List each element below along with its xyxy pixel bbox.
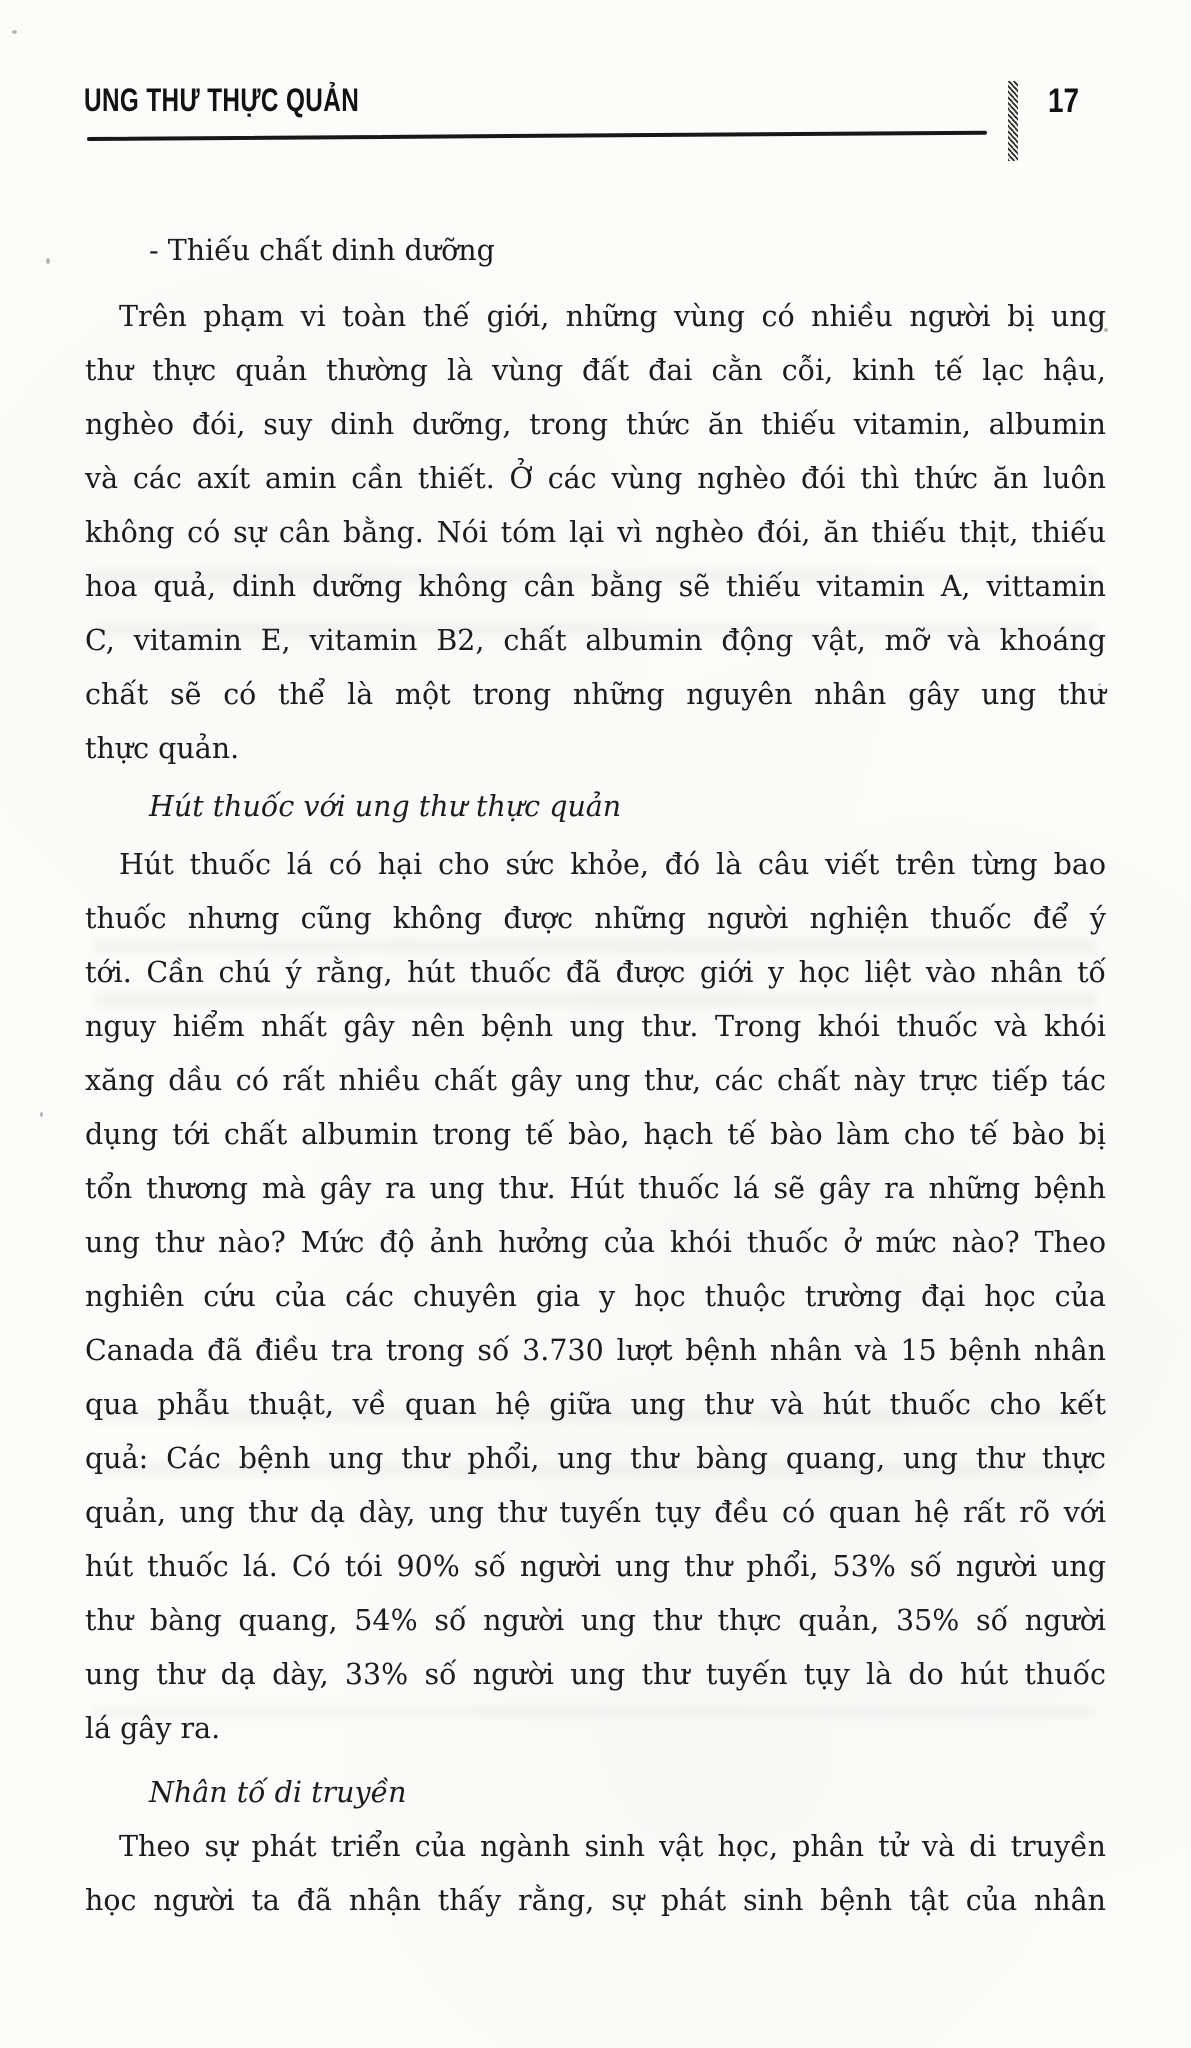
text-line: Trên phạm vi toàn thế giới, những vùng có nhiều người bị ung (119, 300, 1106, 333)
text-line: chất sẽ có thể là một trong những nguyên nhân gây ung thư (85, 678, 1106, 711)
text-line: tổn thương mà gây ra ung thư. Hút thuốc lá sẽ gây ra những bệnh (85, 1172, 1106, 1205)
scan-speck (12, 30, 17, 34)
text-line: dụng tới chất albumin trong tế bào, hạch tế bào làm cho tế bào bị (85, 1118, 1106, 1151)
header-rule (87, 131, 987, 141)
section-heading-nutrition: - Thiếu chất dinh dưỡng (149, 234, 495, 267)
running-title: UNG THƯ THỰC QUẢN (84, 82, 360, 118)
text-line: Hút thuốc lá có hại cho sức khỏe, đó là câu viết trên từng bao (119, 848, 1106, 881)
text-line: qua phẫu thuật, về quan hệ giữa ung thư và hút thuốc cho kết (85, 1388, 1106, 1421)
text-line: và các axít amin cần thiết. Ở các vùng nghèo đói thì thức ăn luôn (85, 462, 1106, 495)
subheading-smoking: Hút thuốc với ung thư thực quản (149, 790, 622, 823)
text-line: ung thư dạ dày, 33% số người ung thư tuyến tụy là do hút thuốc (85, 1658, 1106, 1691)
text-line: tới. Cần chú ý rằng, hút thuốc đã được giới y học liệt vào nhân tố (85, 956, 1106, 989)
page-body-text (85, 224, 1106, 1928)
text-line: nguy hiểm nhất gây nên bệnh ung thư. Trong khói thuốc và khói (85, 1010, 1106, 1043)
text-line: lá gây ra. (85, 1712, 221, 1745)
text-line: quản, ung thư dạ dày, ung thư tuyến tụy đều có quan hệ rất rõ với (85, 1496, 1106, 1529)
text-line: thư thực quản thường là vùng đất đai cằn cỗi, kinh tế lạc hậu, (85, 354, 1106, 387)
text-line: thuốc nhưng cũng không được những người nghiện thuốc để ý (85, 902, 1106, 935)
paragraph-nutrition (85, 290, 1106, 776)
text-line: Canada đã điều tra trong số 3.730 lượt bệnh nhân và 15 bệnh nhân (85, 1334, 1106, 1367)
paragraph-genetics (85, 1820, 1106, 1928)
page-number: 17 (1048, 82, 1080, 120)
text-line: Theo sự phát triển của ngành sinh vật học, phân tử và di truyền (119, 1830, 1106, 1863)
text-line: ung thư nào? Mức độ ảnh hưởng của khói thuốc ở mức nào? Theo (85, 1226, 1106, 1259)
paragraph-smoking (85, 838, 1106, 1756)
text-line: thư bàng quang, 54% số người ung thư thực quản, 35% số người (85, 1604, 1106, 1637)
page-number-divider-bar (1008, 81, 1018, 161)
text-line: học người ta đã nhận thấy rằng, sự phát sinh bệnh tật của nhân (85, 1884, 1106, 1917)
scan-speck (40, 1112, 43, 1117)
subheading-genetics: Nhân tố di truyền (149, 1776, 407, 1809)
text-line: C, vitamin E, vitamin B2, chất albumin động vật, mỡ và khoáng (85, 624, 1106, 657)
text-line: hút thuốc lá. Có tói 90% số người ung thư phổi, 53% số người ung (85, 1550, 1106, 1583)
text-line: xăng dầu có rất nhiều chất gây ung thư, các chất này trực tiếp tác (85, 1064, 1106, 1097)
text-line: quả: Các bệnh ung thư phổi, ung thư bàng quang, ung thư thực (85, 1442, 1106, 1475)
text-line: không có sự cân bằng. Nói tóm lại vì nghèo đói, ăn thiếu thịt, thiếu (85, 516, 1106, 549)
text-line: nghèo đói, suy dinh dưỡng, trong thức ăn thiếu vitamin, albumin (85, 408, 1106, 441)
text-line: hoa quả, dinh dưỡng không cân bằng sẽ thiếu vitamin A, vittamin (85, 570, 1106, 603)
text-line: nghiên cứu của các chuyên gia y học thuộc trường đại học của (85, 1280, 1106, 1313)
scan-speck (46, 258, 50, 264)
text-line: thực quản. (85, 732, 240, 765)
